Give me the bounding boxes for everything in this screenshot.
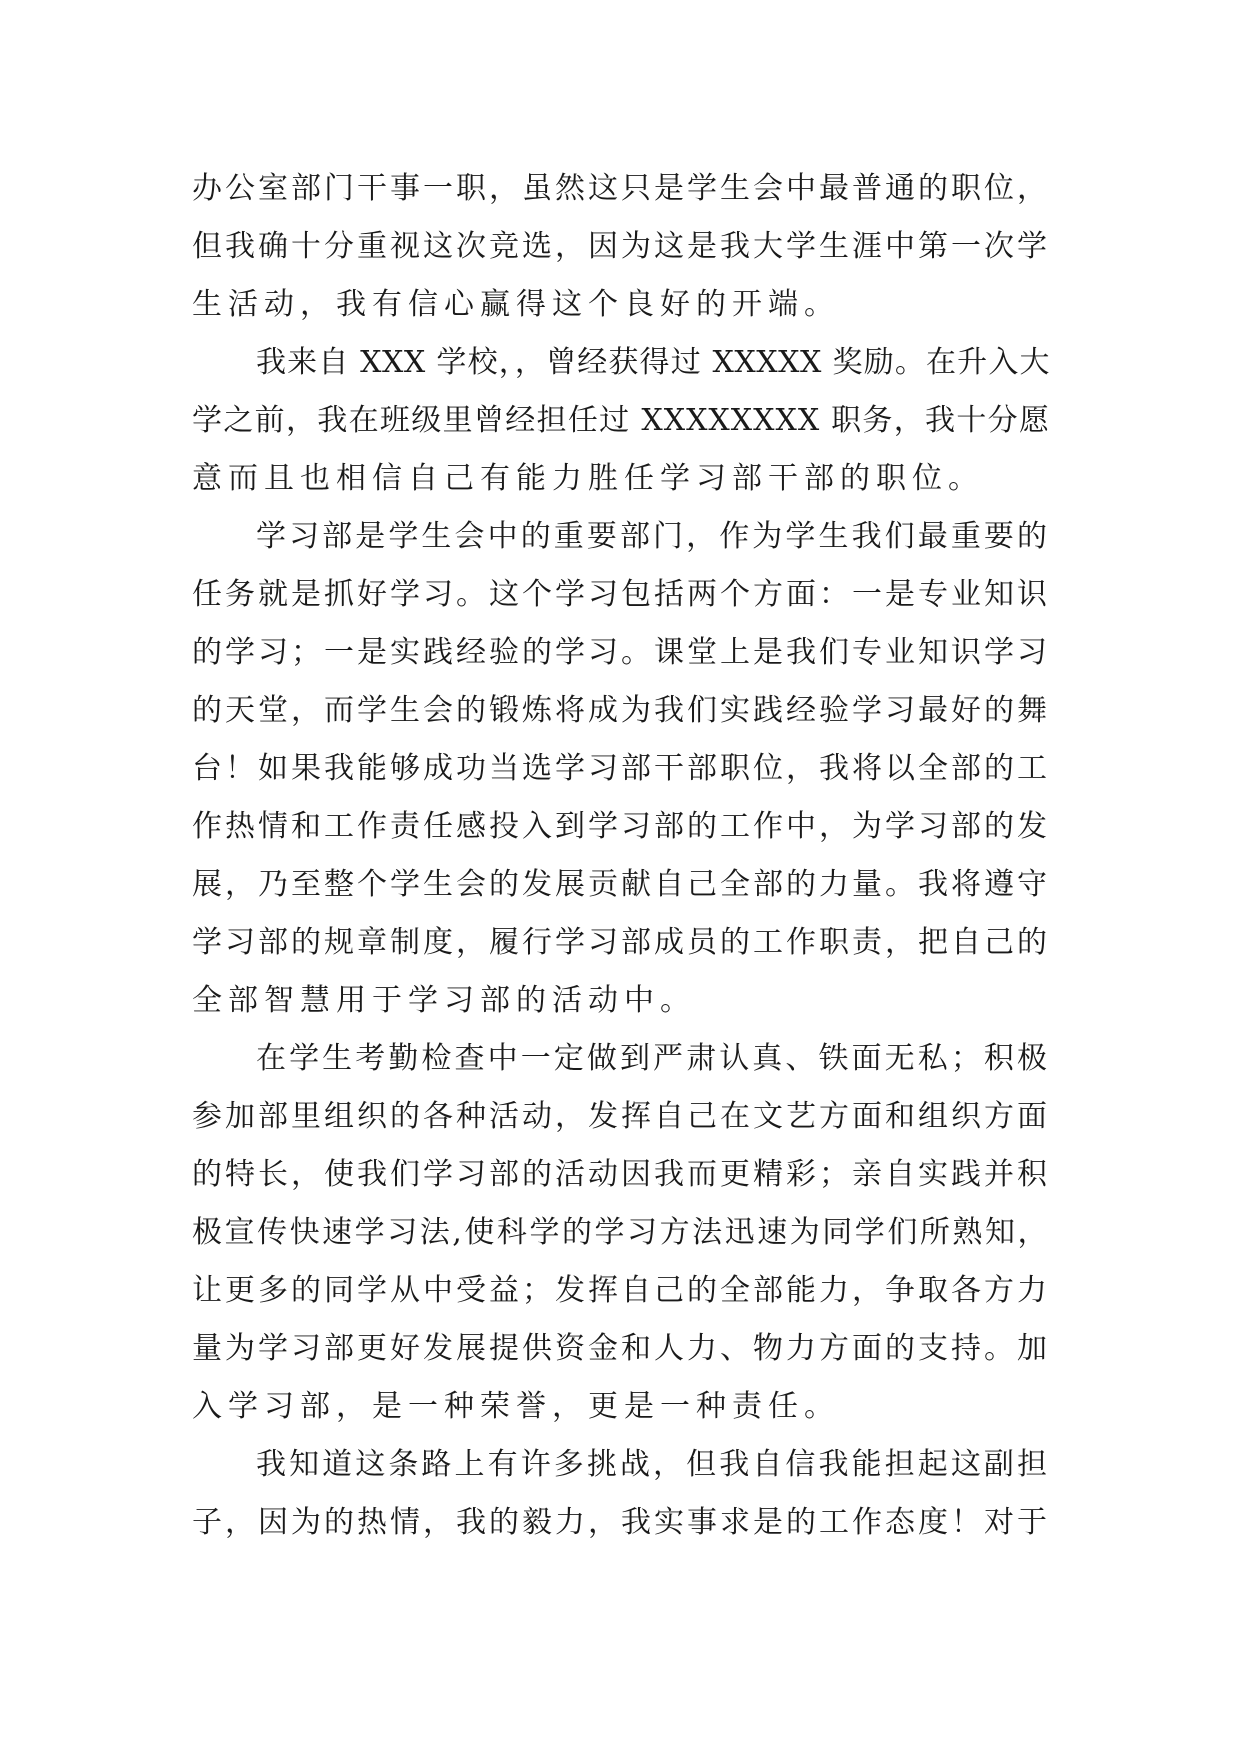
text-line: 学习部的规章制度，履行学习部成员的工作职责，把自己的 (192, 925, 1050, 960)
text-line: 学习部是学生会中的重要部门，作为学生我们最重要的 (256, 519, 1050, 554)
text-line: 任务就是抓好学习。这个学习包括两个方面：一是专业知识 (192, 577, 1050, 612)
text-line: 的学习；一是实践经验的学习。课堂上是我们专业知识学习 (192, 635, 1050, 670)
text-line: 学之前，我在班级里曾经担任过 XXXXXXXX 职务，我十分愿 (192, 403, 1050, 438)
text-line: 极宣传快速学习法,使科学的学习方法迅速为同学们所熟知， (192, 1215, 1050, 1250)
text-line: 在学生考勤检查中一定做到严肃认真、铁面无私；积极 (256, 1041, 1050, 1076)
text-line: 我来自 XXX 学校，，曾经获得过 XXXXX 奖励。在升入大 (256, 345, 1050, 380)
text-line: 展，乃至整个学生会的发展贡献自己全部的力量。我将遵守 (192, 867, 1050, 902)
text-line: 台！如果我能够成功当选学习部干部职位，我将以全部的工 (192, 751, 1050, 786)
text-line: 意而且也相信自己有能力胜任学习部干部的职位。 (192, 461, 984, 496)
text-line: 全部智慧用于学习部的活动中。 (192, 983, 696, 1018)
text-line: 生活动，我有信心赢得这个良好的开端。 (192, 287, 840, 322)
text-line: 办公室部门干事一职，虽然这只是学生会中最普通的职位， (192, 171, 1050, 206)
text-line: 入学习部，是一种荣誉，更是一种责任。 (192, 1389, 840, 1424)
text-line: 的特长，使我们学习部的活动因我而更精彩；亲自实践并积 (192, 1157, 1050, 1192)
document-body (192, 160, 1050, 1552)
text-line: 但我确十分重视这次竞选，因为这是我大学生涯中第一次学 (192, 229, 1050, 264)
text-line: 我知道这条路上有许多挑战，但我自信我能担起这副担 (256, 1447, 1050, 1482)
text-line: 子，因为的热情，我的毅力，我实事求是的工作态度！对于 (192, 1505, 1050, 1540)
text-line: 参加部里组织的各种活动，发挥自己在文艺方面和组织方面 (192, 1099, 1050, 1134)
text-line: 量为学习部更好发展提供资金和人力、物力方面的支持。加 (192, 1331, 1050, 1366)
text-line: 的天堂，而学生会的锻炼将成为我们实践经验学习最好的舞 (192, 693, 1050, 728)
text-line: 作热情和工作责任感投入到学习部的工作中，为学习部的发 (192, 809, 1050, 844)
text-line: 让更多的同学从中受益；发挥自己的全部能力，争取各方力 (192, 1273, 1050, 1308)
